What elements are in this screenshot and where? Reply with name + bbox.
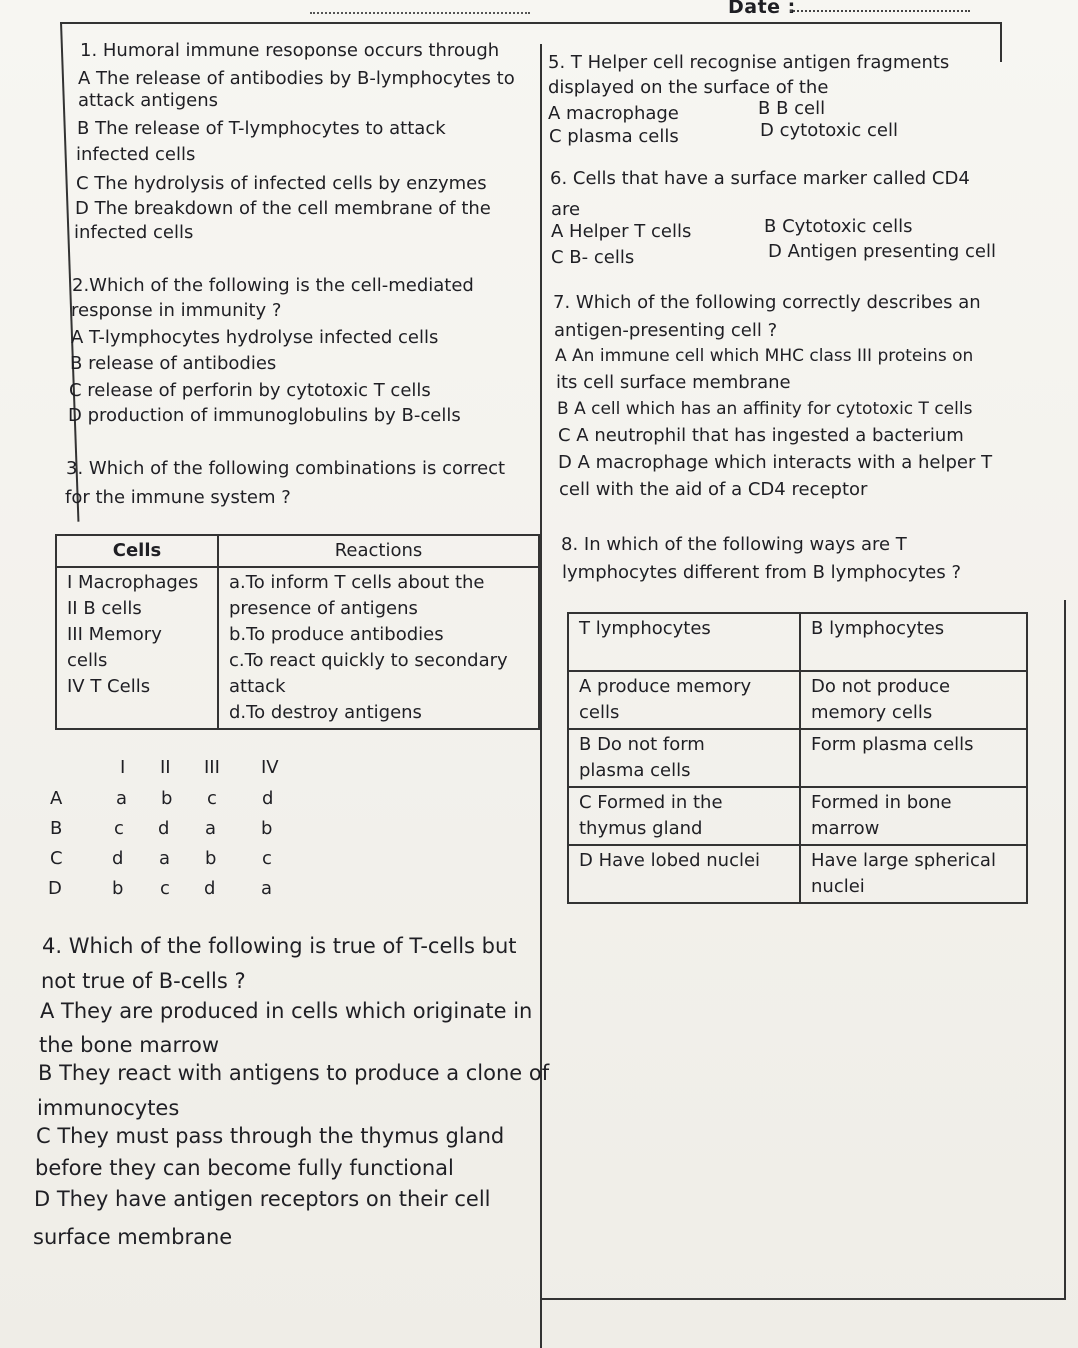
answer-option-letter[interactable]: B <box>50 818 63 839</box>
q3-reaction-item: b.To produce antibodies <box>229 624 444 645</box>
q5-option-d: D cytotoxic cell <box>760 120 898 141</box>
answer-option-letter[interactable]: A <box>50 788 63 809</box>
q3-reaction-item: attack <box>229 676 286 697</box>
q5-option-c: C plasma cells <box>549 126 679 147</box>
answer-value: b <box>161 788 173 809</box>
q8-row-c-t-text: C Formed in the <box>579 792 723 813</box>
q8-col-b-header: B lymphocytes <box>800 613 1027 671</box>
answer-value: b <box>112 878 124 899</box>
q3-reaction-item: d.To destroy antigens <box>229 702 422 723</box>
answer-value: a <box>116 788 128 809</box>
answer-header-iii: III <box>204 757 220 778</box>
q4-option-d: D They have antigen receptors on their cell <box>34 1187 491 1211</box>
answer-header-iv: IV <box>261 757 279 778</box>
q3-question-cont: for the immune system ? <box>65 487 291 508</box>
q6-option-a: A Helper T cells <box>551 221 692 242</box>
q1-option-b-cont: infected cells <box>76 144 196 165</box>
q3-cell-item: IV T Cells <box>67 676 151 697</box>
q3-question: 3. Which of the following combinations is correct <box>66 458 506 479</box>
q8-row-a-b-text-cont: memory cells <box>811 702 933 723</box>
bottom-border <box>540 1298 1066 1300</box>
q4-option-c-cont: before they can become fully functional <box>35 1156 454 1180</box>
q3-cell-item: I Macrophages <box>67 572 199 593</box>
answer-value: a <box>205 818 217 839</box>
q3-col-cells-header: Cells <box>56 535 218 567</box>
q8-col-t-header: T lymphocytes <box>568 613 800 671</box>
q8-row-c-b-text: Formed in bone <box>811 792 952 813</box>
q8-option-b-t[interactable] <box>568 729 800 787</box>
q7-option-d-cont: cell with the aid of a CD4 receptor <box>559 479 868 500</box>
q6-option-c: C B- cells <box>551 247 635 268</box>
q8-option-b-b[interactable] <box>800 729 1027 787</box>
q2-option-c: C release of perforin by cytotoxic T cells <box>69 380 431 401</box>
q3-reaction-item: c.To react quickly to secondary <box>229 650 508 671</box>
q8-option-c-t[interactable] <box>568 787 800 845</box>
q1-option-a: A The release of antibodies by B-lymphocytes to <box>78 68 515 89</box>
q1-option-d-cont: infected cells <box>74 222 194 243</box>
answer-option-letter[interactable]: C <box>50 848 63 869</box>
q8-row-b-b-text: Form plasma cells <box>811 734 974 755</box>
q8-row-c-b-text-cont: marrow <box>811 818 880 839</box>
q7-option-a-cont: its cell surface membrane <box>556 372 791 393</box>
answer-value: a <box>159 848 171 869</box>
right-border <box>1000 22 1002 62</box>
answer-value: b <box>205 848 217 869</box>
q1-question: 1. Humoral immune resoponse occurs through <box>80 40 500 61</box>
answer-value: d <box>158 818 170 839</box>
answer-value: c <box>262 848 272 869</box>
date-field[interactable] <box>790 10 970 12</box>
q8-option-c-b[interactable] <box>800 787 1027 845</box>
q6-question: 6. Cells that have a surface marker called CD4 <box>550 168 970 189</box>
answer-header-i: I <box>120 757 126 778</box>
q4-option-b: B They react with antigens to produce a clone of <box>38 1061 550 1085</box>
q8-row-d-b-text: Have large spherical <box>811 850 996 871</box>
q4-option-c: C They must pass through the thymus gland <box>36 1124 505 1148</box>
q1-option-a-cont: attack antigens <box>78 90 219 111</box>
header-dotted-line <box>310 12 530 14</box>
q2-option-d: D production of immunoglobulins by B-cells <box>68 405 461 426</box>
q1-option-d: D The breakdown of the cell membrane of the <box>75 198 491 219</box>
q8-row-b-t-text: B Do not form <box>579 734 705 755</box>
q2-option-b: B release of antibodies <box>70 353 277 374</box>
q8-row-c-t-text-cont: thymus gland <box>579 818 703 839</box>
q4-question-cont: not true of B-cells ? <box>41 969 246 993</box>
q8-row-a-t-text-cont: cells <box>579 702 620 723</box>
q4-option-a: A They are produced in cells which originate in <box>40 999 533 1023</box>
right-border-lower <box>1064 600 1066 1300</box>
q3-col-reactions-header: Reactions <box>218 535 539 567</box>
q8-question: 8. In which of the following ways are T <box>561 534 907 555</box>
date-label: Date : <box>728 0 796 18</box>
q6-option-d: D Antigen presenting cell <box>768 241 996 262</box>
q7-option-a: A An immune cell which MHC class III proteins on <box>555 346 974 366</box>
column-divider <box>540 44 542 1348</box>
q3-cells-reactions-table <box>55 534 540 730</box>
q8-option-a-t[interactable] <box>568 671 800 729</box>
q5-option-a: A macrophage <box>548 103 679 124</box>
answer-value: c <box>114 818 124 839</box>
answer-value: b <box>261 818 273 839</box>
q8-option-d-t[interactable] <box>568 845 800 903</box>
q2-question: 2.Which of the following is the cell-mediated <box>72 275 474 296</box>
answer-value: c <box>160 878 170 899</box>
q3-reaction-item: a.To inform T cells about the <box>229 572 485 593</box>
q8-row-d-b-text-cont: nuclei <box>811 876 865 897</box>
q8-row-b-t-text-cont: plasma cells <box>579 760 691 781</box>
q8-question-cont: lymphocytes different from B lymphocytes ? <box>562 562 962 583</box>
q1-option-b: B The release of T-lymphocytes to attack <box>77 118 446 139</box>
top-border <box>60 22 1000 24</box>
q5-option-b: B B cell <box>758 98 826 119</box>
q8-comparison-table <box>567 612 1028 904</box>
answer-value: d <box>112 848 124 869</box>
q3-cell-item: II B cells <box>67 598 142 619</box>
q7-question: 7. Which of the following correctly describes an <box>553 292 981 313</box>
q8-row-d-t-text: D Have lobed nuclei <box>579 850 761 871</box>
q3-cell-item: III Memory cells <box>67 624 162 671</box>
q3-reactions-column <box>218 567 539 729</box>
q4-option-b-cont: immunocytes <box>37 1096 180 1120</box>
q7-option-d: D A macrophage which interacts with a helper T <box>558 452 993 473</box>
q8-row-a-t-text: A produce memory <box>579 676 752 697</box>
answer-option-letter[interactable]: D <box>48 878 62 899</box>
q5-question-cont: displayed on the surface of the <box>548 77 829 98</box>
q3-cells-column <box>56 567 218 729</box>
q4-question: 4. Which of the following is true of T-cells but <box>42 934 517 958</box>
q3-reaction-item: presence of antigens <box>229 598 418 619</box>
q7-option-c: C A neutrophil that has ingested a bacterium <box>558 425 964 446</box>
q8-option-a-b[interactable] <box>800 671 1027 729</box>
q6-question-cont: are <box>551 199 581 220</box>
q8-option-d-b[interactable] <box>800 845 1027 903</box>
answer-value: d <box>204 878 216 899</box>
q5-question: 5. T Helper cell recognise antigen fragments <box>548 52 950 73</box>
answer-value: c <box>207 788 217 809</box>
q2-option-a: A T-lymphocytes hydrolyse infected cells <box>71 327 439 348</box>
q8-row-a-b-text: Do not produce <box>811 676 951 697</box>
answer-value: d <box>262 788 274 809</box>
answer-value: a <box>261 878 273 899</box>
q4-option-d-cont: surface membrane <box>33 1225 233 1249</box>
q7-option-b: B A cell which has an affinity for cytotoxic T cells <box>557 399 973 419</box>
answer-header-ii: II <box>160 757 171 778</box>
q4-option-a-cont: the bone marrow <box>39 1033 220 1057</box>
left-border <box>60 22 79 522</box>
q2-question-cont: response in immunity ? <box>71 300 282 321</box>
q6-option-b: B Cytotoxic cells <box>764 216 913 237</box>
q1-option-c: C The hydrolysis of infected cells by enzymes <box>76 173 487 194</box>
q7-question-cont: antigen-presenting cell ? <box>554 320 778 341</box>
